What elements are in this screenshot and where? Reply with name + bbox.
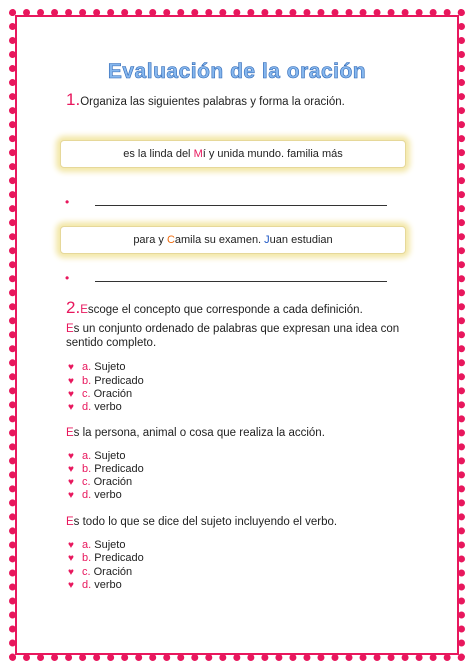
question-1-text: Organiza las siguientes palabras y forma la oración. bbox=[80, 96, 345, 108]
option-letter: b. bbox=[82, 463, 92, 475]
option-label: Oración bbox=[93, 476, 133, 488]
word-box-1-part: es la linda del bbox=[123, 148, 194, 160]
option-letter: a. bbox=[82, 539, 92, 551]
answer-line-1[interactable] bbox=[95, 205, 387, 206]
option-label: Predicado bbox=[94, 375, 144, 387]
definition-1 bbox=[66, 322, 406, 350]
definition-text: s un conjunto ordenado de palabras que expresan una idea con sentido completo. bbox=[66, 323, 400, 349]
definition-text: s la persona, animal o cosa que realiza la acción. bbox=[73, 427, 325, 439]
heart-icon: ♥ bbox=[68, 567, 74, 578]
option-d[interactable] bbox=[68, 401, 122, 413]
option-letter: b. bbox=[82, 552, 92, 564]
option-a[interactable] bbox=[68, 450, 125, 462]
heart-icon: ♥ bbox=[68, 580, 74, 591]
option-d[interactable] bbox=[68, 489, 122, 501]
word-box-1-capital: M bbox=[193, 148, 203, 160]
heart-icon: ♥ bbox=[68, 540, 74, 551]
heart-icon: ♥ bbox=[68, 402, 74, 413]
option-letter: d. bbox=[82, 489, 92, 501]
heart-icon: ♥ bbox=[68, 389, 74, 400]
word-box-1-part: y unida mundo. familia más bbox=[205, 148, 343, 160]
answer-line-2[interactable] bbox=[95, 281, 387, 282]
option-b[interactable] bbox=[68, 463, 144, 475]
option-b[interactable] bbox=[68, 375, 144, 387]
option-b[interactable] bbox=[68, 552, 144, 564]
definition-initial: E bbox=[66, 323, 74, 335]
option-a[interactable] bbox=[68, 361, 125, 373]
option-letter: c. bbox=[82, 476, 91, 488]
option-label: Oración bbox=[93, 388, 133, 400]
option-label: Sujeto bbox=[94, 361, 126, 373]
heart-icon: ♥ bbox=[68, 464, 74, 475]
answer-bullet-2: • bbox=[65, 271, 70, 285]
option-label: Predicado bbox=[94, 463, 144, 475]
definition-text: s todo lo que se dice del sujeto incluyendo el verbo. bbox=[73, 516, 338, 528]
option-label: verbo bbox=[94, 401, 122, 413]
option-label: Sujeto bbox=[94, 539, 126, 551]
word-box-2 bbox=[60, 226, 406, 254]
question-2-text: scoge el concepto que corresponde a cada definición. bbox=[87, 304, 363, 316]
word-box-2-part: uan estudian bbox=[269, 234, 333, 246]
option-letter: d. bbox=[82, 401, 92, 413]
heart-icon: ♥ bbox=[68, 553, 74, 564]
option-letter: c. bbox=[82, 388, 91, 400]
question-2-initial: E bbox=[80, 304, 88, 316]
option-label: verbo bbox=[94, 579, 122, 591]
definition-initial: E bbox=[66, 427, 74, 439]
word-box-1-part: í bbox=[202, 148, 206, 160]
option-c[interactable] bbox=[68, 388, 132, 400]
option-d[interactable] bbox=[68, 579, 122, 591]
option-label: Predicado bbox=[94, 552, 144, 564]
option-letter: c. bbox=[82, 566, 91, 578]
option-c[interactable] bbox=[68, 476, 132, 488]
option-letter: b. bbox=[82, 375, 92, 387]
word-box-2-part: para y bbox=[133, 234, 167, 246]
word-box-2-part: amila su examen. bbox=[174, 234, 265, 246]
word-box-1 bbox=[60, 140, 406, 168]
word-box-2-capital: C bbox=[166, 234, 175, 246]
heart-icon: ♥ bbox=[68, 477, 74, 488]
page-title: Evaluación de la oración bbox=[107, 60, 367, 83]
option-label: verbo bbox=[94, 489, 122, 501]
definition-initial: E bbox=[66, 516, 74, 528]
option-letter: a. bbox=[82, 361, 92, 373]
option-a[interactable] bbox=[68, 539, 125, 551]
definition-3 bbox=[66, 515, 406, 529]
heart-icon: ♥ bbox=[68, 376, 74, 387]
option-label: Sujeto bbox=[94, 450, 126, 462]
heart-icon: ♥ bbox=[68, 451, 74, 462]
question-1-number: 1. bbox=[66, 90, 81, 109]
question-1 bbox=[66, 90, 345, 110]
option-c[interactable] bbox=[68, 566, 132, 578]
heart-icon: ♥ bbox=[68, 490, 74, 501]
question-2 bbox=[66, 298, 363, 318]
option-label: Oración bbox=[93, 566, 133, 578]
heart-icon: ♥ bbox=[68, 362, 74, 373]
word-box-2-capital: J bbox=[264, 234, 270, 246]
option-letter: d. bbox=[82, 579, 92, 591]
answer-bullet-1: • bbox=[65, 195, 70, 209]
option-letter: a. bbox=[82, 450, 92, 462]
question-2-number: 2. bbox=[66, 298, 81, 317]
definition-2 bbox=[66, 426, 406, 440]
